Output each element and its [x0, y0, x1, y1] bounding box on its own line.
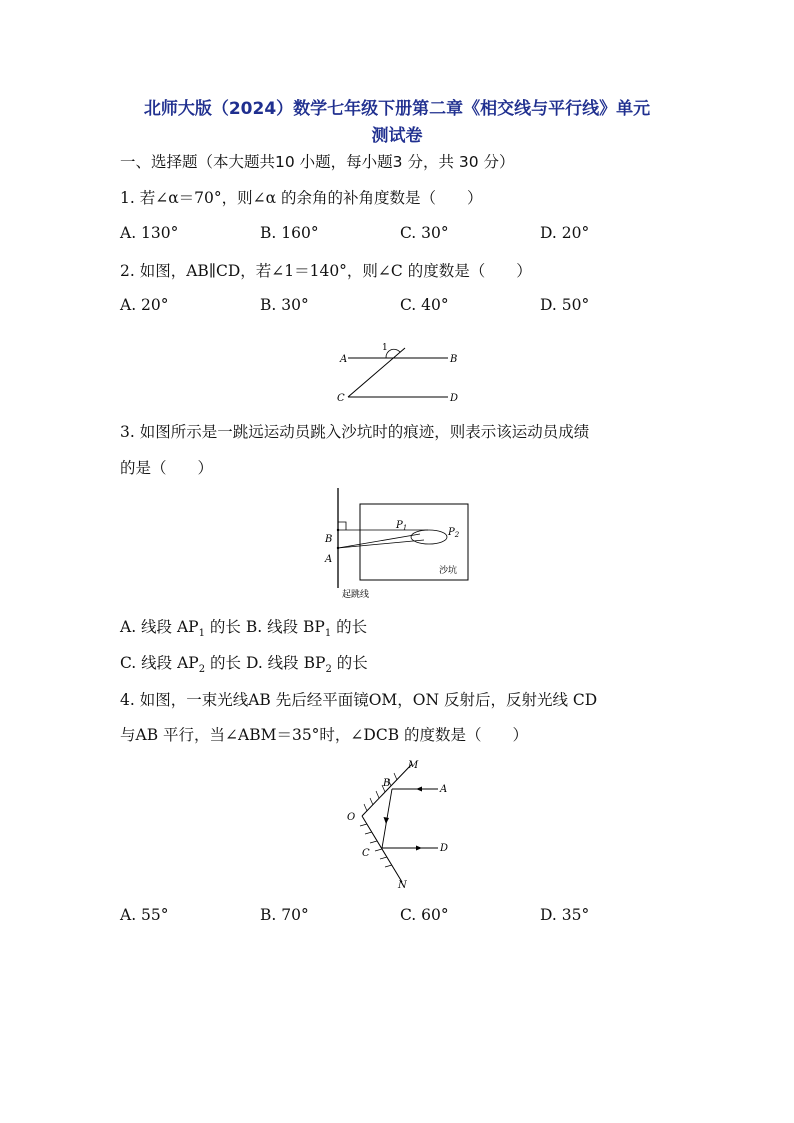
point-a [337, 547, 339, 549]
q4-option-c: C. 60° [400, 906, 449, 924]
point-b [337, 529, 339, 531]
q2-option-d: D. 50° [540, 296, 590, 314]
label-c: C [362, 848, 370, 859]
label-b: B [325, 534, 333, 545]
q4-stem-line-1: 4. 如图，一束光线AB 先后经平面镜OM，ON 反射后，反射光线 CD [120, 691, 598, 709]
q3-stem-line-2: 的是（ ） [120, 459, 214, 477]
label-n: N [398, 880, 407, 891]
label-p2: $P_2$ [448, 527, 460, 539]
q4-figure [340, 758, 470, 893]
label-a: A [325, 554, 333, 565]
label-angle-1: 1 [382, 343, 388, 353]
section-heading: 一、选择题（本大题共10 小题，每小题3 分，共 30 分） [120, 153, 515, 171]
label-d: D [440, 843, 449, 854]
q2-figure [330, 338, 470, 408]
q4-option-a: A. 55° [120, 906, 169, 924]
label-c: C [337, 393, 345, 404]
q4-stem-line-2: 与AB 平行，当∠ABM＝35°时，∠DCB 的度数是（ ） [120, 726, 529, 744]
hatch-on [360, 824, 392, 867]
q3-options-line-1: A. 线段 $AP_1$ 的长 B. 线段 $BP_1$ 的长 [120, 618, 368, 640]
q3-options-line-2: C. 线段 $AP_2$ 的长 D. 线段 $BP_2$ 的长 [120, 654, 368, 676]
q2-option-c: C. 40° [400, 296, 449, 314]
title-line-2: 测试卷 [371, 126, 423, 146]
q1-stem: 1. 若∠α＝70°，则∠α 的余角的补角度数是（ ） [120, 189, 483, 207]
hatch-om [364, 773, 397, 811]
arrow-bc [384, 817, 390, 824]
q2-option-a: A. 20° [120, 296, 169, 314]
label-d: D [450, 393, 459, 404]
q1-option-c: C. 30° [400, 224, 449, 242]
segment-ap1-b [338, 540, 424, 548]
label-a: A [340, 354, 348, 365]
label-b: B [383, 778, 391, 789]
segment-ap1 [338, 534, 420, 548]
mirror-om [362, 764, 412, 816]
arrow-ab [416, 787, 422, 792]
q3-figure [320, 488, 490, 600]
q2-stem: 2. 如图，AB∥CD，若∠1＝140°，则∠C 的度数是（ ） [120, 262, 532, 280]
label-p1: $P_1$ [396, 520, 408, 532]
title-line-1: 北师大版（2024）数学七年级下册第二章《相交线与平行线》单元 [143, 99, 651, 119]
landing-mark [411, 530, 447, 544]
document-title [100, 96, 694, 150]
q3-stem-line-1: 3. 如图所示是一跳远运动员跳入沙坑时的痕迹，则表示该运动员成绩 [120, 423, 590, 441]
label-m: M [408, 760, 419, 771]
q1-option-a: A. 130° [120, 224, 179, 242]
q4-option-d: D. 35° [540, 906, 590, 924]
q1-option-d: D. 20° [540, 224, 590, 242]
label-o: O [347, 812, 356, 823]
label-b: B [450, 354, 458, 365]
transversal [348, 348, 405, 397]
q4-option-b: B. 70° [260, 906, 309, 924]
q2-option-b: B. 30° [260, 296, 309, 314]
label-sand-pit: 沙坑 [439, 566, 458, 576]
right-angle-mark [338, 522, 346, 530]
label-start-line: 起跳线 [342, 590, 370, 600]
label-a: A [440, 784, 448, 795]
arrow-cd [416, 846, 422, 851]
q1-option-b: B. 160° [260, 224, 319, 242]
